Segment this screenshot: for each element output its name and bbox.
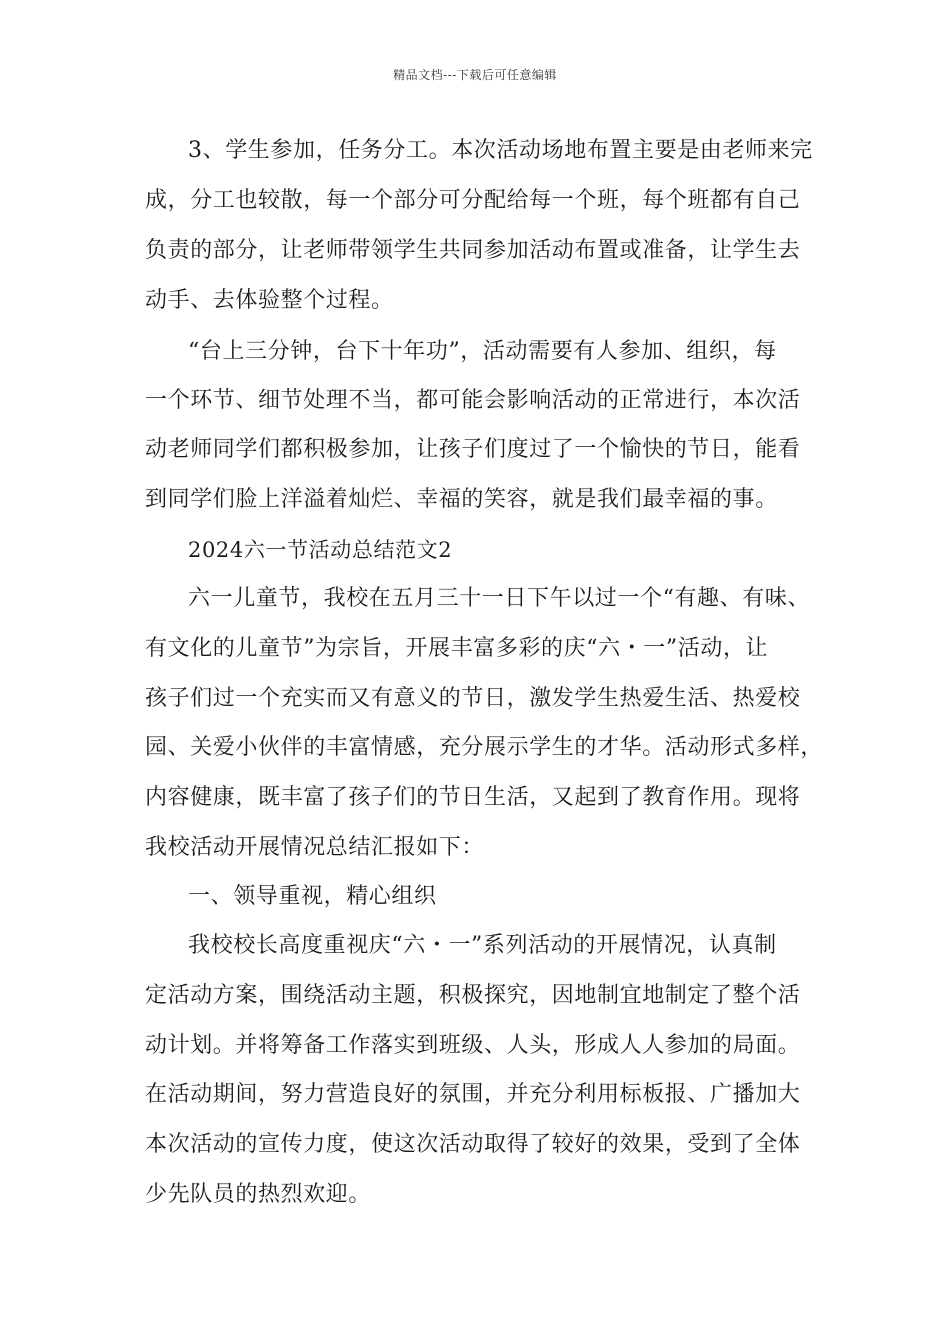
text-line: 在活动期间，努力营造良好的氛围，并充分利用标板报、广播加大: [145, 1082, 801, 1107]
section-title: 2024六一节活动总结范文2: [188, 538, 453, 562]
text-line: 少先队员的热烈欢迎。: [145, 1182, 372, 1207]
text-line: 动手、去体验整个过程。: [145, 288, 394, 313]
text-line: 一个环节、细节处理不当，都可能会影响活动的正常进行，本次活: [145, 388, 801, 413]
text-line: 负责的部分，让老师带领学生共同参加活动布置或准备，让学生去: [145, 238, 801, 263]
text-line: 孩子们过一个充实而又有意义的节日，激发学生热爱生活、热爱校: [145, 686, 801, 711]
text-line: 园、关爱小伙伴的丰富情感，充分展示学生的才华。活动形式多样，: [145, 735, 824, 760]
text-line: “台上三分钟，台下十年功”，活动需要有人参加、组织，每: [188, 339, 777, 364]
text-line: 定活动方案，围绕活动主题，积极探究，因地制宜地制定了整个活: [145, 983, 801, 1008]
text-line: 六一儿童节，我校在五月三十一日下午以过一个“有趣、有味、: [188, 586, 811, 611]
text-line: 内容健康，既丰富了孩子们的节日生活，又起到了教育作用。现将: [145, 785, 801, 810]
page-header: 精品文档---下载后可任意编辑: [393, 68, 557, 82]
text-line: 到同学们脸上洋溢着灿烂、幸福的笑容，就是我们最幸福的事。: [145, 487, 778, 512]
text-line: 本次活动的宣传力度，使这次活动取得了较好的效果，受到了全体: [145, 1132, 801, 1157]
text-line: 有文化的儿童节”为宗旨，开展丰富多彩的庆“六・一”活动，让: [145, 636, 769, 661]
subsection-title: 一、领导重视，精心组织: [188, 884, 437, 909]
text-line: 我校活动开展情况总结汇报如下：: [145, 835, 485, 860]
text-line: 3、学生参加，任务分工。本次活动场地布置主要是由老师来完: [188, 138, 813, 163]
text-line: 成，分工也较散，每一个部分可分配给每一个班，每个班都有自己: [145, 188, 801, 213]
text-line: 动老师同学们都积极参加，让孩子们度过了一个愉快的节日，能看: [145, 437, 801, 462]
text-line: 动计划。并将筹备工作落实到班级、人头，形成人人参加的局面。: [145, 1033, 801, 1058]
text-line: 我校校长高度重视庆“六・一”系列活动的开展情况，认真制: [188, 933, 777, 958]
